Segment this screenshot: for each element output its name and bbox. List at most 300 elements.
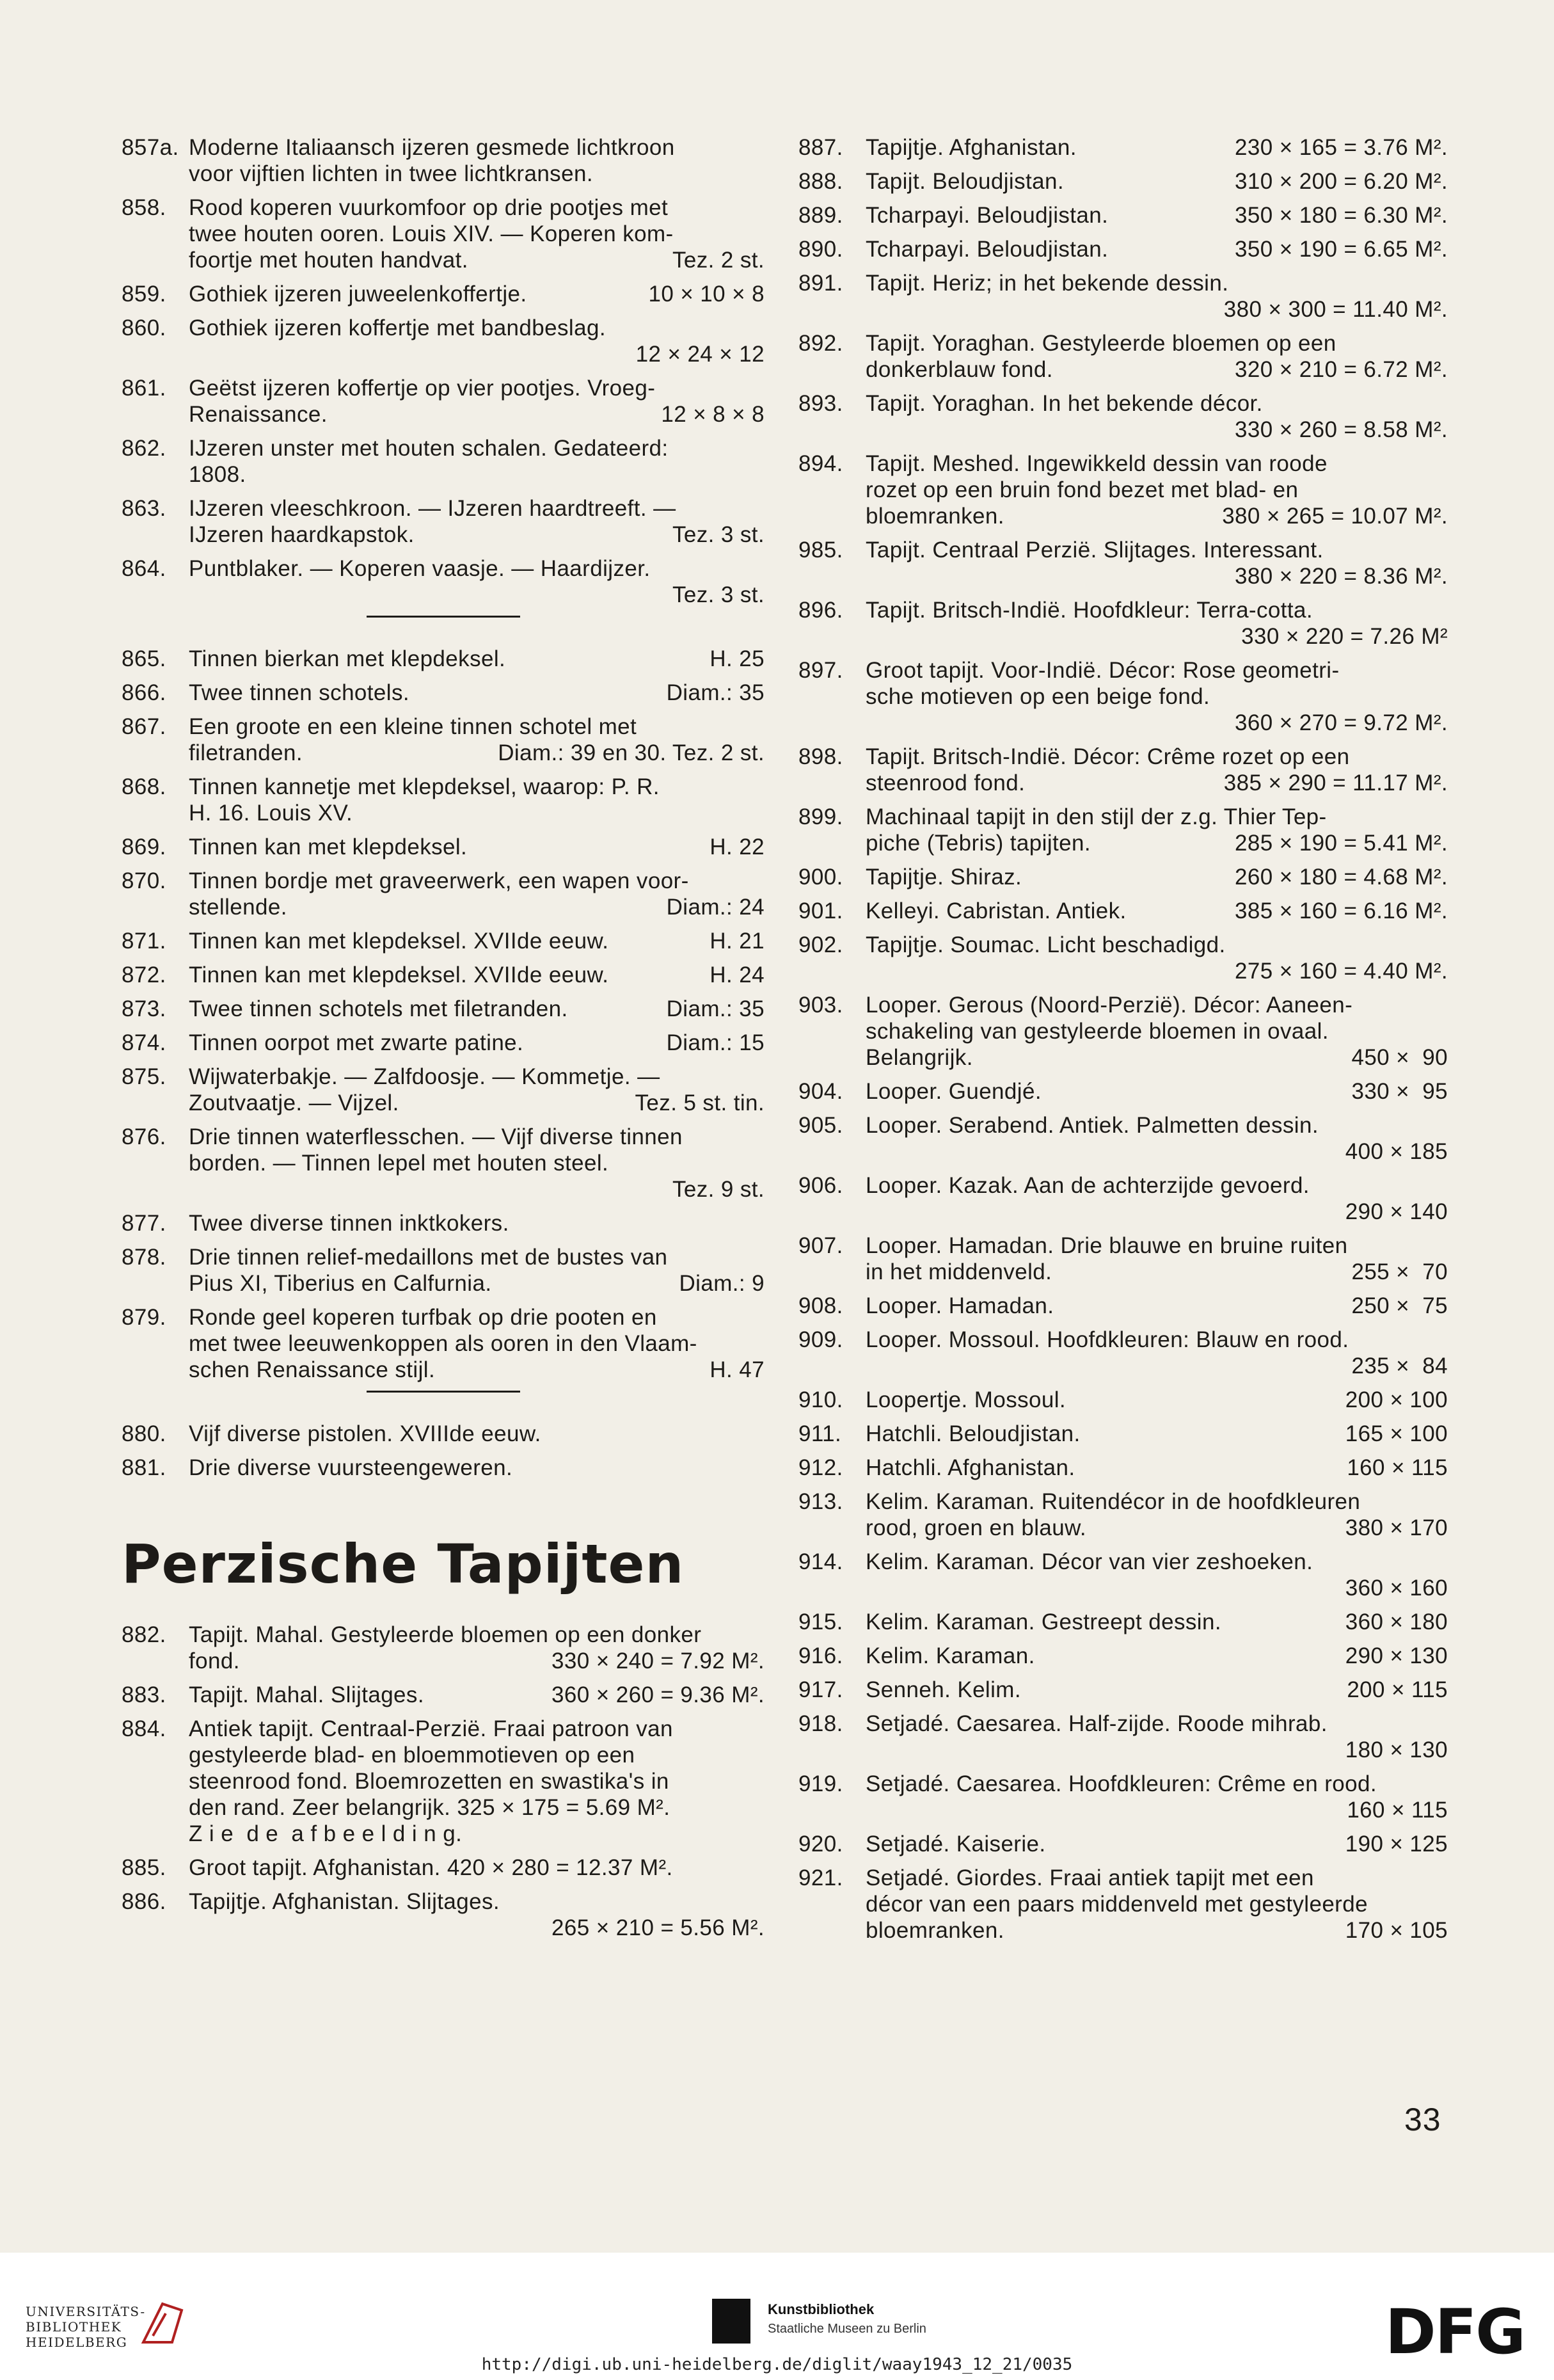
catalogue-entry [798,1233,1448,1285]
lot-number: 904. [798,1079,843,1104]
description-line [189,1915,765,1941]
lot-number: 896. [798,598,843,623]
catalogue-entry [122,1244,765,1297]
dimension-text: Tez. 5 st. tin. [635,1090,765,1115]
description-line [866,202,1448,228]
lot-number: 869. [122,835,166,859]
description-text: foortje met houten handvat. [189,248,468,273]
description-text: voor vijftien lichten in twee lichtkransen. [189,161,593,186]
description-line [189,1421,765,1447]
description-line [866,898,1448,924]
dimension-text: H. 24 [710,962,765,987]
catalogue-entry [122,1622,765,1674]
dimension-text: 10 × 10 × 8 [648,282,765,307]
lot-number: 866. [122,680,166,705]
description-line [189,195,765,221]
description-line [189,1682,765,1708]
catalogue-entry [122,962,765,988]
catalogue-entry [798,744,1448,796]
description-text: Zoutvaatje. — Vijzel. [189,1090,399,1115]
dimension-text: 250 × 75 [1351,1293,1448,1318]
dimension-text: Tez. 9 st. [672,1177,765,1202]
catalogue-entry [798,390,1448,443]
dimension-text: 330 × 95 [1351,1079,1448,1104]
description-text: Gothiek ijzeren koffertje met bandbeslag. [189,315,606,340]
dimension-text: 160 × 115 [1347,1455,1448,1480]
lot-description [189,1716,765,1847]
catalogue-entry [798,1609,1448,1635]
description-line [189,1622,765,1648]
description-text: Tinnen kan met klepdeksel. [189,835,468,859]
dimension-text: 360 × 270 = 9.72 M². [1235,710,1448,735]
lot-number: 915. [798,1609,843,1634]
description-line [866,1018,1448,1044]
catalogue-entry [122,1855,765,1881]
lot-number: 879. [122,1305,166,1330]
lot-number: 894. [798,451,843,476]
lot-number: 871. [122,929,166,954]
description-text: met twee leeuwenkoppen als ooren in den Vlaam- [189,1331,697,1356]
lot-description [189,774,765,826]
catalogue-entry [798,864,1448,890]
dimension-text: 200 × 100 [1345,1387,1448,1412]
dimension-text: 360 × 180 [1345,1609,1448,1634]
lot-number: 877. [122,1211,166,1236]
lot-description [189,714,765,766]
description-text: Kelleyi. Cabristan. Antiek. [866,898,1127,923]
description-text: Puntblaker. — Koperen vaasje. — Haardijzer. [189,556,651,581]
dimension-text: 360 × 160 [1345,1576,1448,1601]
description-text: Tapijt. Meshed. Ingewikkeld dessin van roode [866,451,1328,476]
lot-number: 917. [798,1677,843,1702]
description-line [866,1421,1448,1447]
description-text: gestyleerde blad- en bloemmotieven op een [189,1743,635,1768]
lot-description [189,1210,765,1236]
description-line [866,770,1448,796]
description-text: Machinaal tapijt in den stijl der z.g. Thier Tep- [866,804,1327,829]
description-text: Antiek tapijt. Centraal-Perzië. Fraai patroon van [189,1716,673,1741]
description-line [866,451,1448,477]
description-line [189,1124,765,1150]
description-line [189,1455,765,1481]
dimension-text: H. 25 [710,646,765,671]
description-line [866,1199,1448,1225]
description-text: Tapijt. Britsch-Indië. Hoofdkleur: Terra-cotta. [866,598,1313,623]
lot-number: 860. [122,315,166,340]
description-line [866,1112,1448,1138]
description-text: Senneh. Kelim. [866,1677,1021,1702]
description-line [189,1357,765,1383]
lot-description [866,1455,1448,1481]
description-line [189,221,765,247]
description-text: Loopertje. Mossoul. [866,1387,1066,1412]
catalogue-entry [798,1327,1448,1379]
lot-number: 859. [122,282,166,307]
catalogue-entry [122,281,765,307]
dimension-text: Diam.: 24 [666,895,765,920]
description-line [189,1742,765,1768]
dimension-text: 235 × 84 [1351,1354,1448,1378]
dimension-text: 200 × 115 [1347,1677,1448,1702]
kunstbibliothek-logo-icon [712,2299,750,2344]
catalogue-entry [122,714,765,766]
catalogue-entry [798,1293,1448,1319]
lot-number: 884. [122,1716,166,1741]
dimension-text: 380 × 170 [1345,1515,1448,1540]
catalogue-entry [798,804,1448,856]
lot-number: 897. [798,658,843,683]
catalogue-entry [798,1549,1448,1601]
kunstbibliothek-label: Kunstbibliothek Staatliche Museen zu Berlin [768,2301,926,2336]
description-line [189,646,765,672]
description-text: Tinnen kan met klepdeksel. XVIIde eeuw. [189,929,609,954]
dimension-text: 360 × 260 = 9.36 M². [551,1682,765,1707]
dimension-text: Diam.: 15 [666,1030,765,1055]
catalogue-entry [798,657,1448,736]
catalogue-entry [798,932,1448,984]
lot-description [189,435,765,488]
lot-number: 893. [798,391,843,416]
catalogue-entry [122,315,765,367]
catalogue-entry [122,1030,765,1056]
description-line [866,1865,1448,1891]
dimension-text: H. 21 [710,929,765,954]
lot-description [866,134,1448,161]
lot-number: 919. [798,1771,843,1796]
dimension-text: 380 × 300 = 11.40 M². [1223,297,1448,322]
section-title: Perzische Tapijten [122,1533,685,1595]
description-text: Drie tinnen relief-medaillons met de bustes van [189,1245,668,1270]
description-line [866,1575,1448,1601]
description-line [189,894,765,920]
dimension-text: 255 × 70 [1351,1259,1448,1284]
lot-number: 875. [122,1064,166,1089]
description-line [189,247,765,273]
description-line [866,657,1448,683]
description-line [866,537,1448,563]
description-line [866,1643,1448,1669]
lot-number: 880. [122,1421,166,1446]
description-line [189,714,765,740]
lot-description [189,996,765,1022]
description-line [866,563,1448,589]
lot-number: 902. [798,932,843,957]
description-line [866,830,1448,856]
lot-description [189,1030,765,1056]
description-text: donkerblauw fond. [866,357,1053,382]
lot-description [189,134,765,187]
lot-number: 886. [122,1889,166,1914]
lot-description [866,804,1448,856]
description-line [866,1293,1448,1319]
dimension-text: Tez. 3 st. [672,522,765,547]
lot-description [189,555,765,608]
description-text: Geëtst ijzeren koffertje op vier pootjes. Vroeg- [189,376,656,401]
description-line [189,680,765,706]
catalogue-entry [122,435,765,488]
description-text: Twee tinnen schotels. [189,680,409,705]
lot-number: 921. [798,1865,843,1890]
dimension-text: 330 × 220 = 7.26 M² [1241,624,1448,649]
source-url[interactable]: http://digi.ub.uni-heidelberg.de/diglit/waay1943_12_21/0035 [481,2355,1073,2374]
description-line [189,868,765,894]
lot-description [189,1064,765,1116]
lot-number: 898. [798,744,843,769]
catalogue-entry [798,1677,1448,1703]
catalogue-entry [122,1421,765,1447]
catalogue-entry [122,996,765,1022]
description-line [189,495,765,522]
dimension-text: 290 × 140 [1345,1199,1448,1224]
description-text: Hatchli. Beloudjistan. [866,1421,1081,1446]
lot-description [866,597,1448,650]
lot-description [866,1489,1448,1541]
description-line [866,236,1448,262]
catalogue-entry [798,1865,1448,1944]
description-line [189,834,765,860]
lot-description [189,834,765,860]
description-line [189,774,765,800]
description-line [189,161,765,187]
description-text: Tapijt. Yoraghan. Gestyleerde bloemen op een [866,331,1336,356]
catalogue-entry [798,1711,1448,1763]
description-line [866,623,1448,650]
description-line [866,1259,1448,1285]
lot-description [866,537,1448,589]
lot-number: 863. [122,496,166,521]
catalogue-entry [122,375,765,427]
description-text: Twee tinnen schotels met filetranden. [189,996,568,1021]
description-line [866,804,1448,830]
lot-number: 908. [798,1293,843,1318]
catalogue-entry [798,1421,1448,1447]
description-text: Tinnen kannetje met klepdeksel, waarop: P. R. [189,774,660,799]
university-library-logo-icon [137,2297,188,2349]
description-text: Setjadé. Caesarea. Hoofdkleuren: Crême en rood. [866,1771,1377,1796]
description-line [189,134,765,161]
description-line [189,928,765,954]
description-line [866,710,1448,736]
description-line [189,555,765,582]
dimension-text: 385 × 160 = 6.16 M². [1235,898,1448,923]
lot-description [189,1304,765,1383]
description-line [866,1172,1448,1199]
catalogue-entry [122,195,765,273]
lot-number: 914. [798,1549,843,1574]
lot-description [866,168,1448,195]
description-line [189,281,765,307]
description-text: Moderne Italiaansch ijzeren gesmede lichtkroon [189,135,675,160]
dimension-text: 285 × 190 = 5.41 M². [1235,831,1448,856]
description-line [866,1831,1448,1857]
description-line [866,168,1448,195]
description-text: rood, groen en blauw. [866,1515,1087,1540]
catalogue-entry [798,451,1448,529]
description-line [189,1821,765,1847]
description-line [866,330,1448,356]
catalogue-entry [122,680,765,706]
lot-description [866,1233,1448,1285]
description-text: schakeling van gestyleerde bloemen in ovaal. [866,1019,1329,1044]
description-text: Gothiek ijzeren juweelenkoffertje. [189,282,527,307]
lot-number: 857a. [122,135,179,160]
lot-number: 888. [798,169,843,194]
description-line [189,1855,765,1881]
description-text: Vijf diverse pistolen. XVIIIde eeuw. [189,1421,541,1446]
lot-description [866,1387,1448,1413]
catalogue-entry [798,1078,1448,1105]
description-text: Drie diverse vuursteengeweren. [189,1455,513,1480]
description-line [189,1768,765,1794]
description-text: Kelim. Karaman. [866,1643,1035,1668]
description-text: borden. — Tinnen lepel met houten steel. [189,1151,609,1176]
lot-description [189,1682,765,1708]
description-text: Tcharpayi. Beloudjistan. [866,203,1109,228]
description-text: Groot tapijt. Voor-Indië. Décor: Rose geometri- [866,658,1340,683]
lot-description [866,451,1448,529]
description-text: Tapijt. Mahal. Slijtages. [189,1682,424,1707]
description-text: den rand. Zeer belangrijk. 325 × 175 = 5.69 M². [189,1795,670,1820]
lot-description [189,1124,765,1202]
description-line [866,356,1448,383]
lot-description [866,992,1448,1071]
description-text: Pius XI, Tiberius en Calfurnia. [189,1271,492,1296]
description-line [189,1270,765,1297]
catalogue-entry [798,1831,1448,1857]
description-line [189,341,765,367]
description-text: Looper. Kazak. Aan de achterzijde gevoerd. [866,1173,1310,1198]
catalogue-entry [122,1716,765,1847]
description-text: steenrood fond. Bloemrozetten en swastika's in [189,1769,669,1794]
description-text: Tapijtje. Shiraz. [866,865,1022,890]
description-text: Tapijt. Britsch-Indië. Décor: Crême rozet op een [866,744,1350,769]
lot-description [866,1865,1448,1944]
lot-description [866,1831,1448,1857]
catalogue-entry [798,236,1448,262]
lot-description [866,1771,1448,1823]
lot-description [866,1078,1448,1105]
lot-number: 903. [798,993,843,1018]
right-column [798,134,1448,1951]
lot-number: 881. [122,1455,166,1480]
description-line [189,1716,765,1742]
lot-number: 864. [122,556,166,581]
description-line [189,962,765,988]
description-line [866,1891,1448,1917]
lot-number: 892. [798,331,843,356]
lot-description [189,1244,765,1297]
lot-description [189,1421,765,1447]
dimension-text: Diam.: 35 [666,996,765,1021]
lot-description [189,281,765,307]
lot-description [189,1455,765,1481]
catalogue-entry [798,330,1448,383]
description-text: bloemranken. [866,1918,1004,1943]
lot-number: 878. [122,1245,166,1270]
lot-description [189,646,765,672]
description-text: Tapijtje. Soumac. Licht beschadigd. [866,932,1226,957]
lot-description [866,390,1448,443]
description-text: Kelim. Karaman. Gestreept dessin. [866,1609,1221,1634]
description-text: Tapijtje. Afghanistan. Slijtages. [189,1889,500,1914]
catalogue-entry [122,1210,765,1236]
description-text: fond. [189,1649,240,1673]
lot-number: 868. [122,774,166,799]
description-line [189,522,765,548]
dimension-text: 400 × 185 [1345,1139,1448,1164]
dimension-text: 350 × 190 = 6.65 M². [1235,237,1448,262]
dimension-text: 380 × 265 = 10.07 M². [1222,504,1448,529]
description-line [189,461,765,488]
description-line [189,315,765,341]
description-line [189,1304,765,1330]
lot-description [189,1855,765,1881]
dimension-text: 165 × 100 [1345,1421,1448,1446]
description-text: Looper. Hamadan. [866,1293,1054,1318]
catalogue-entry [122,646,765,672]
dimension-text: 230 × 165 = 3.76 M². [1235,135,1448,160]
catalogue-entry [122,495,765,548]
description-line [866,1711,1448,1737]
description-text: Renaissance. [189,402,328,427]
description-text: Groot tapijt. Afghanistan. 420 × 280 = 12.37 M². [189,1855,673,1880]
description-text: H. 16. Louis XV. [189,801,353,826]
lot-description [189,495,765,548]
catalogue-entry [122,134,765,187]
catalogue-entry [122,1682,765,1708]
lot-description [866,1711,1448,1763]
catalogue-entry [798,1771,1448,1823]
lot-number: 916. [798,1643,843,1668]
lot-description [866,1293,1448,1319]
lot-number: 907. [798,1233,843,1258]
dimension-text: 385 × 290 = 11.17 M². [1223,771,1448,795]
description-line [866,1455,1448,1481]
catalogue-entry [798,1489,1448,1541]
catalogue-entry [798,1643,1448,1669]
dimension-text: 275 × 160 = 4.40 M². [1235,959,1448,984]
lot-description [866,657,1448,736]
dimension-text: Tez. 3 st. [672,582,765,607]
section-divider [367,616,520,618]
description-line [866,992,1448,1018]
lot-description [866,932,1448,984]
lot-description [866,744,1448,796]
lot-description [189,868,765,920]
lot-number: 918. [798,1711,843,1736]
catalogue-entry [122,1064,765,1116]
lot-number: 901. [798,898,843,923]
description-line [189,1330,765,1357]
dimension-text: Tez. 2 st. [672,248,765,273]
description-line [866,597,1448,623]
lot-number: 912. [798,1455,843,1480]
catalogue-entry [798,898,1448,924]
lot-number: 861. [122,376,166,401]
description-text: Belangrijk. [866,1045,973,1070]
description-text: Tcharpayi. Beloudjistan. [866,237,1109,262]
lot-description [866,1327,1448,1379]
description-line [189,1090,765,1116]
description-text: Een groote en een kleine tinnen schotel met [189,714,637,739]
description-line [189,1210,765,1236]
dimension-text: 290 × 130 [1345,1643,1448,1668]
description-line [866,1044,1448,1071]
description-text: sche motieven op een beige fond. [866,684,1210,709]
description-line [189,1176,765,1202]
footer [0,2253,1554,2380]
lot-description [866,202,1448,228]
